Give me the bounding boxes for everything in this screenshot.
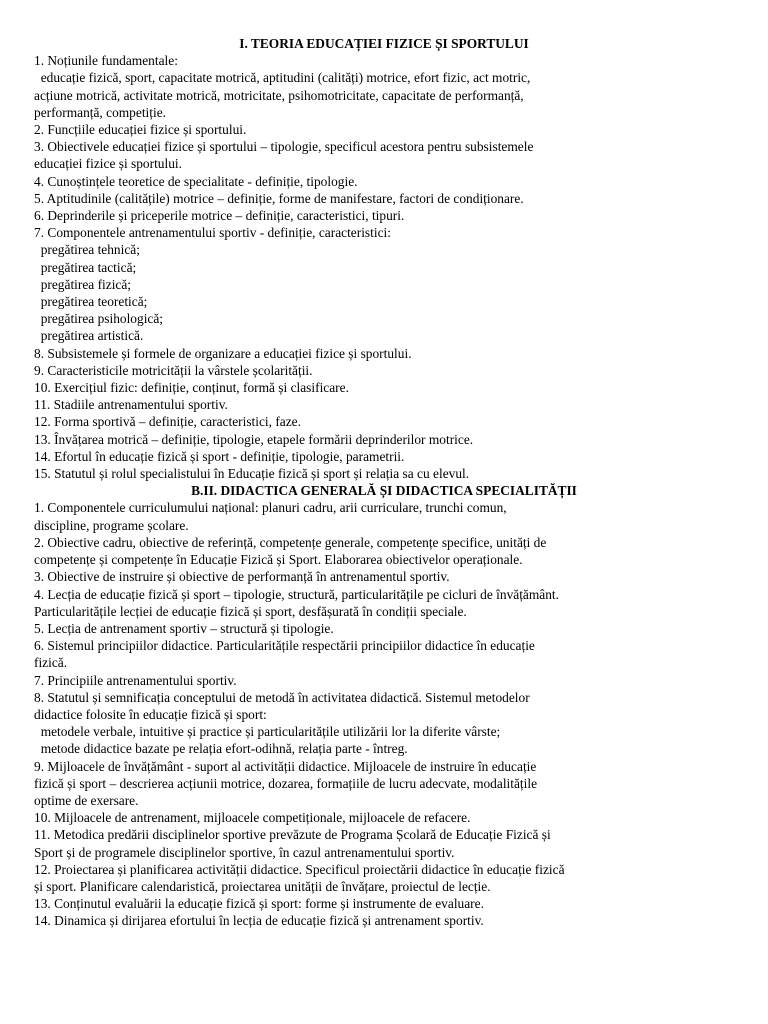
text-line: 3. Obiectivele educației fizice și sportului – tipologie, specificul acestora pentru subsistemele [34, 139, 534, 155]
text-line: pregătirea tehnică; [34, 242, 140, 258]
text-line: metodele verbale, intuitive și practice și particularitățile utilizării lor la diferite vârste; [34, 724, 501, 740]
text-line: optime de exersare. [34, 792, 139, 808]
text-line: competențe și competențe în Educație Fizică și Sport. Elaborarea obiectivelor operaționale. [34, 552, 523, 568]
text-line: 1. Noțiunile fundamentale: [34, 53, 178, 69]
text-line: pregătirea teoretică; [34, 294, 148, 310]
text-line: 5. Lecția de antrenament sportiv – structură și tipologie. [34, 620, 334, 636]
text-line: discipline, programe școlare. [34, 517, 189, 533]
text-line: pregătirea artistică. [34, 328, 144, 344]
text-line: 14. Efortul în educație fizică și sport - definiție, tipologie, parametrii. [34, 448, 405, 464]
text-line: metode didactice bazate pe relația efort-odihnă, relația parte - întreg. [34, 741, 408, 757]
document-page [34, 35, 734, 930]
text-line: performanță, competiție. [34, 104, 166, 120]
text-line: 7. Principiile antrenamentului sportiv. [34, 672, 237, 688]
text-line: fizică. [34, 655, 68, 671]
text-line: educației fizice și sportului. [34, 156, 182, 172]
text-line: 8. Subsistemele și formele de organizare a educației fizice și sportului. [34, 345, 412, 361]
text-line: 12. Forma sportivă – definiție, caracteristici, faze. [34, 414, 301, 430]
text-line: 11. Stadiile antrenamentului sportiv. [34, 397, 228, 413]
section-title-theory: I. TEORIA EDUCAȚIEI FIZICE ȘI SPORTULUI [239, 36, 529, 51]
text-line: 9. Caracteristicile motricității la vârstele școlarității. [34, 362, 313, 378]
text-line: Particularitățile lecției de educație fizică și sport, desfășurată în condiții speciale. [34, 603, 467, 619]
text-line: 1. Componentele curriculumului național: planuri cadru, arii curriculare, trunchi comun, [34, 500, 507, 516]
text-line: pregătirea fizică; [34, 276, 132, 292]
text-line: 2. Funcțiile educației fizice și sportului. [34, 122, 247, 138]
text-line: 5. Aptitudinile (calitățile) motrice – definiție, forme de manifestare, factori de condiționare. [34, 190, 524, 206]
text-line: 2. Obiective cadru, obiective de referință, competențe generale, competențe specifice, unități de [34, 534, 547, 550]
text-line: 7. Componentele antrenamentului sportiv - definiție, caracteristici: [34, 225, 391, 241]
text-line: 6. Deprinderile și priceperile motrice – definiție, caracteristici, tipuri. [34, 208, 405, 224]
text-line: 10. Exercițiul fizic: definiție, conținut, formă și clasificare. [34, 380, 349, 396]
text-line: 9. Mijloacele de învățământ - suport al activității didactice. Mijloacele de instruire în educație [34, 758, 537, 774]
text-line: 4. Cunoștințele teoretice de specialitate - definiție, tipologie. [34, 173, 358, 189]
text-line: educație fizică, sport, capacitate motrică, aptitudini (calități) motrice, efort fizic, act motric, [34, 70, 531, 86]
text-line: 12. Proiectarea și planificarea activității didactice. Specificul proiectării didactice în educație fizică [34, 861, 565, 877]
text-line: acțiune motrică, activitate motrică, motricitate, psihomotricitate, capacitate de performanță, [34, 87, 524, 103]
section-didactics-list [34, 499, 734, 929]
text-line: 13. Conținutul evaluării la educație fizică și sport: forme și instrumente de evaluare. [34, 896, 484, 912]
text-line: fizică și sport – descrierea acțiunii motrice, dozarea, formațiile de lucru adecvate, modalitățile [34, 775, 538, 791]
text-line: 6. Sistemul principiilor didactice. Particularitățile respectării principiilor didactice în educație [34, 638, 535, 654]
text-line: 11. Metodica predării disciplinelor sportive prevăzute de Programa Școlară de Educație Fizică și [34, 827, 551, 843]
text-line: pregătirea tactică; [34, 259, 137, 275]
text-line: 10. Mijloacele de antrenament, mijloacele competiționale, mijloacele de refacere. [34, 810, 471, 826]
section-theory-list [34, 52, 734, 482]
text-line: didactice folosite în educație fizică și sport: [34, 706, 267, 722]
text-line: 13. Învățarea motrică – definiție, tipologie, etapele formării deprinderilor motrice. [34, 431, 474, 447]
text-line: 3. Obiective de instruire și obiective de performanță în antrenamentul sportiv. [34, 569, 450, 585]
text-line: 8. Statutul și semnificația conceptului de metodă în activitatea didactică. Sistemul metodelor [34, 689, 530, 705]
section-title-didactics: B.II. DIDACTICA GENERALĂ ȘI DIDACTICA SPECIALITĂȚII [191, 483, 577, 499]
text-line: 4. Lecția de educație fizică și sport – tipologie, structură, particularitățile pe cicluri de învățământ. [34, 586, 560, 602]
text-line: 14. Dinamica și dirijarea efortului în lecția de educație fizică și antrenament sportiv. [34, 913, 484, 929]
text-line: 15. Statutul și rolul specialistului în Educație fizică și sport și relația sa cu elevul. [34, 466, 470, 482]
text-line: și sport. Planificare calendaristică, proiectarea unității de învățare, proiectul de lecție. [34, 878, 491, 894]
text-line: Sport și de programele disciplinelor sportive, în cazul antrenamentului sportiv. [34, 844, 455, 860]
text-line: pregătirea psihologică; [34, 311, 164, 327]
